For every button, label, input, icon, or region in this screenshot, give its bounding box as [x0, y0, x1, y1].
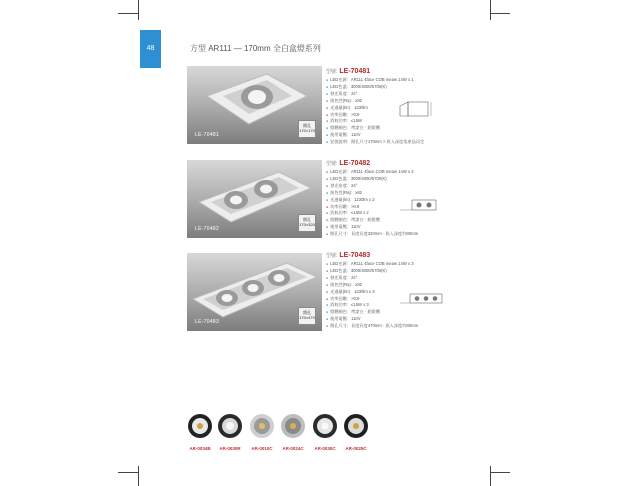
photo-caption: LE-70482: [195, 226, 220, 232]
spec-row: ● 燈體顏色：烤漆白 · 鋁燈體: [326, 125, 436, 132]
spec-row: ● 使用電壓：110V: [326, 224, 436, 231]
lamp-icon: [342, 412, 370, 440]
spec-row: ● 開孔尺寸：長度長度470mm · 崁入深度約80mm: [326, 323, 436, 330]
spec-row: ● 演色性(Ra)：≥82: [326, 98, 436, 105]
crop-mark: [490, 466, 491, 486]
product-photo-3: [187, 253, 322, 331]
lamp-model: AR-0030R: [219, 446, 241, 451]
lamp-icon: [248, 412, 276, 440]
spec-row: ● 功率因數：>0.9: [326, 204, 436, 211]
lamp-icon: [279, 412, 307, 440]
badge-value: 170×170: [299, 128, 315, 133]
badge-label: 開孔: [303, 217, 311, 222]
lamp-model: AR-0030C: [314, 446, 336, 451]
product-photo-1: [187, 66, 322, 144]
photo-caption: LE-70481: [195, 132, 220, 138]
model-heading: [326, 252, 436, 259]
lamp-option-6: [342, 412, 370, 451]
crop-mark: [138, 0, 139, 20]
crop-mark: [118, 472, 138, 473]
model-label: 型號:: [326, 161, 338, 167]
cutout-size-badge: [298, 214, 316, 232]
badge-label: 開孔: [303, 310, 311, 315]
spec-row: ● 消耗功率：≤15W x 3: [326, 302, 436, 309]
lamp-icon: [311, 412, 339, 440]
model-number: LE-70482: [339, 160, 371, 167]
technical-drawing-3: [398, 288, 446, 312]
technical-drawing-2: [398, 194, 444, 220]
spec-row: ● LED色溫：3000/4000/5700(K): [326, 176, 436, 183]
spec-row: ● 使用電壓：110V: [326, 316, 436, 323]
spec-row: ● LED光源：AR111 4face COB meaw 14W x 2: [326, 169, 436, 176]
badge-label: 開孔: [303, 123, 311, 128]
lamp-option-2: [216, 412, 244, 451]
spec-row: ● LED光源：AR111 4face COB meaw 14W x 1: [326, 77, 436, 84]
technical-drawing-1: [398, 96, 440, 126]
lamp-option-5: [311, 412, 339, 451]
model-number: LE-70481: [339, 68, 371, 75]
lamp-model: AR-0025C: [345, 446, 367, 451]
badge-value: 170×320: [299, 222, 315, 227]
model-heading: [326, 68, 436, 75]
crop-mark: [490, 13, 510, 14]
lamp-model: AR-0010C: [251, 446, 273, 451]
spec-row: ● 功率因數：>0.9: [326, 112, 436, 119]
spec-row: ● LED色溫：3000/4000/5700(K): [326, 84, 436, 91]
page-title: 方型 AR111 — 170mm 全白盒燈系列: [190, 44, 321, 53]
spec-row: ● 演色性(Ra)：≥82: [326, 282, 436, 289]
lamp-icon: [216, 412, 244, 440]
spec-row: ● 燈體顏色：烤漆白 · 鋁燈體: [326, 309, 436, 316]
spec-row: ● LED光源：AR111 4face COB meaw 14W x 3: [326, 261, 436, 268]
spec-row: ● 安裝說明：開孔尺寸170mm × 崁入深度依產品而定: [326, 139, 436, 146]
spec-row: ● 發光角度：24°: [326, 275, 436, 282]
spec-row: ● 消耗功率：≤15W x 2: [326, 210, 436, 217]
spec-row: ● 消耗功率：≤15W: [326, 118, 436, 125]
spec-row: ● 開孔尺寸：長度長度320mm · 崁入深度約80mm: [326, 231, 436, 238]
spec-row: ● 光通量(lm)：1230lm x 2: [326, 197, 436, 204]
page-number-tab: [140, 30, 161, 68]
page-number: 48: [146, 45, 155, 52]
model-label: 型號:: [326, 69, 338, 75]
model-number: LE-70483: [339, 252, 371, 259]
badge-value: 170×470: [299, 315, 315, 320]
spec-row: ● LED色溫：3000/4000/5700(K): [326, 268, 436, 275]
model-label: 型號:: [326, 253, 338, 259]
cutout-size-badge: [298, 120, 316, 138]
spec-row: ● 使用電壓：110V: [326, 132, 436, 139]
spec-row: ● 發光角度：24°: [326, 91, 436, 98]
spec-row: ● 光通量(lm)：1230lm: [326, 105, 436, 112]
photo-caption: LE-70483: [195, 319, 220, 325]
lamp-option-3: [248, 412, 276, 451]
product-photo-2: [187, 160, 322, 238]
lamp-icon: [186, 412, 214, 440]
lamp-model: AR-0024C: [282, 446, 304, 451]
crop-mark: [490, 472, 510, 473]
spec-row: ● 光通量(lm)：1230lm x 3: [326, 289, 436, 296]
crop-mark: [118, 13, 138, 14]
spec-row: ● 發光角度：24°: [326, 183, 436, 190]
spec-row: ● 功率因數：>0.9: [326, 296, 436, 303]
cutout-size-badge: [298, 307, 316, 325]
lamp-model: AR-0034B: [189, 446, 211, 451]
model-heading: [326, 160, 436, 167]
lamp-option-4: [279, 412, 307, 451]
spec-row: ● 燈體顏色：烤漆白 · 鋁燈體: [326, 217, 436, 224]
crop-mark: [138, 466, 139, 486]
crop-mark: [490, 0, 491, 20]
spec-row: ● 演色性(Ra)：≥82: [326, 190, 436, 197]
